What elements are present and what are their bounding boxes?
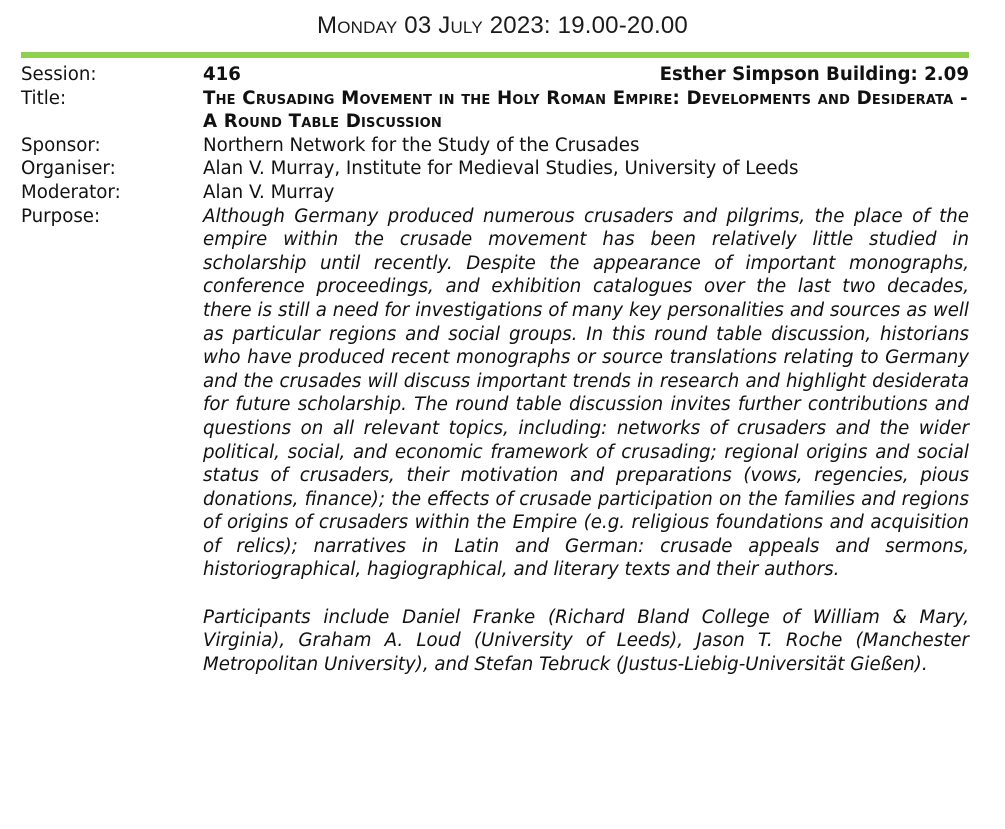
session-title: The Crusading Movement in the Holy Roman Empire: Developments and Desiderata - A Round Table Discussion xyxy=(203,87,968,133)
title-label: Title: xyxy=(21,87,67,109)
moderator-label: Moderator: xyxy=(21,181,121,203)
sponsor-value: Northern Network for the Study of the Crusades xyxy=(203,134,640,156)
organiser-row xyxy=(21,157,969,181)
title-row xyxy=(21,87,969,134)
session-value xyxy=(203,63,969,87)
session-location: Esther Simpson Building: 2.09 xyxy=(659,64,969,85)
purpose-row xyxy=(21,205,969,677)
moderator-row xyxy=(21,181,969,205)
purpose-paragraph: Although Germany produced numerous crusaders and pilgrims, the place of the empire within the crusade movement has been relatively little studied in scholarship until recently. Despite the appearance of important monographs, conference proceedings, and exhibition catalogues over the last two decades, there is still a need for investigations of many key personalities and sources as well as particular regions and social groups. In this round table discussion, historians who have produced recent monographs or source translations relating to Germany and the crusades will discuss important trends in research and highlight desiderata for future scholarship. The round table discussion invites further contributions and questions on all relevant topics, including: networks of crusaders and the wider political, social, and economic framework of crusading; regional origins and social status of crusaders, their motivation and preparations (vows, regencies, pious donations, finance); the effects of crusade participation on the families and regions of origins of crusaders within the Empire (e.g. religious foundations and acquisition of relics); narratives in Latin and German: crusade appeals and sermons, historiographical, hagiographical, and literary texts and their authors. xyxy=(203,205,969,581)
purpose-label: Purpose: xyxy=(21,205,101,227)
organiser-label: Organiser: xyxy=(21,158,116,180)
moderator-value: Alan V. Murray xyxy=(203,181,335,203)
sponsor-row xyxy=(21,134,969,158)
session-row xyxy=(21,63,969,87)
purpose-value xyxy=(203,205,969,677)
participants-paragraph: Participants include Daniel Franke (Richard Bland College of William & Mary, Virginia), Graham A. Loud (University of Leeds), Jason T. Roche (Manchester Metropolitan University), and Stefan Tebruck (Justus-Liebig-Universität Gießen). xyxy=(203,606,969,675)
green-divider-rule xyxy=(21,52,969,58)
session-date-time-header: Monday 03 July 2023: 19.00-20.00 xyxy=(317,12,688,39)
session-label: Session: xyxy=(21,64,97,85)
sponsor-label: Sponsor: xyxy=(21,134,101,156)
session-details-table xyxy=(21,63,969,676)
organiser-value: Alan V. Murray, Institute for Medieval Studies, University of Leeds xyxy=(203,158,799,180)
session-number: 416 xyxy=(203,64,241,85)
